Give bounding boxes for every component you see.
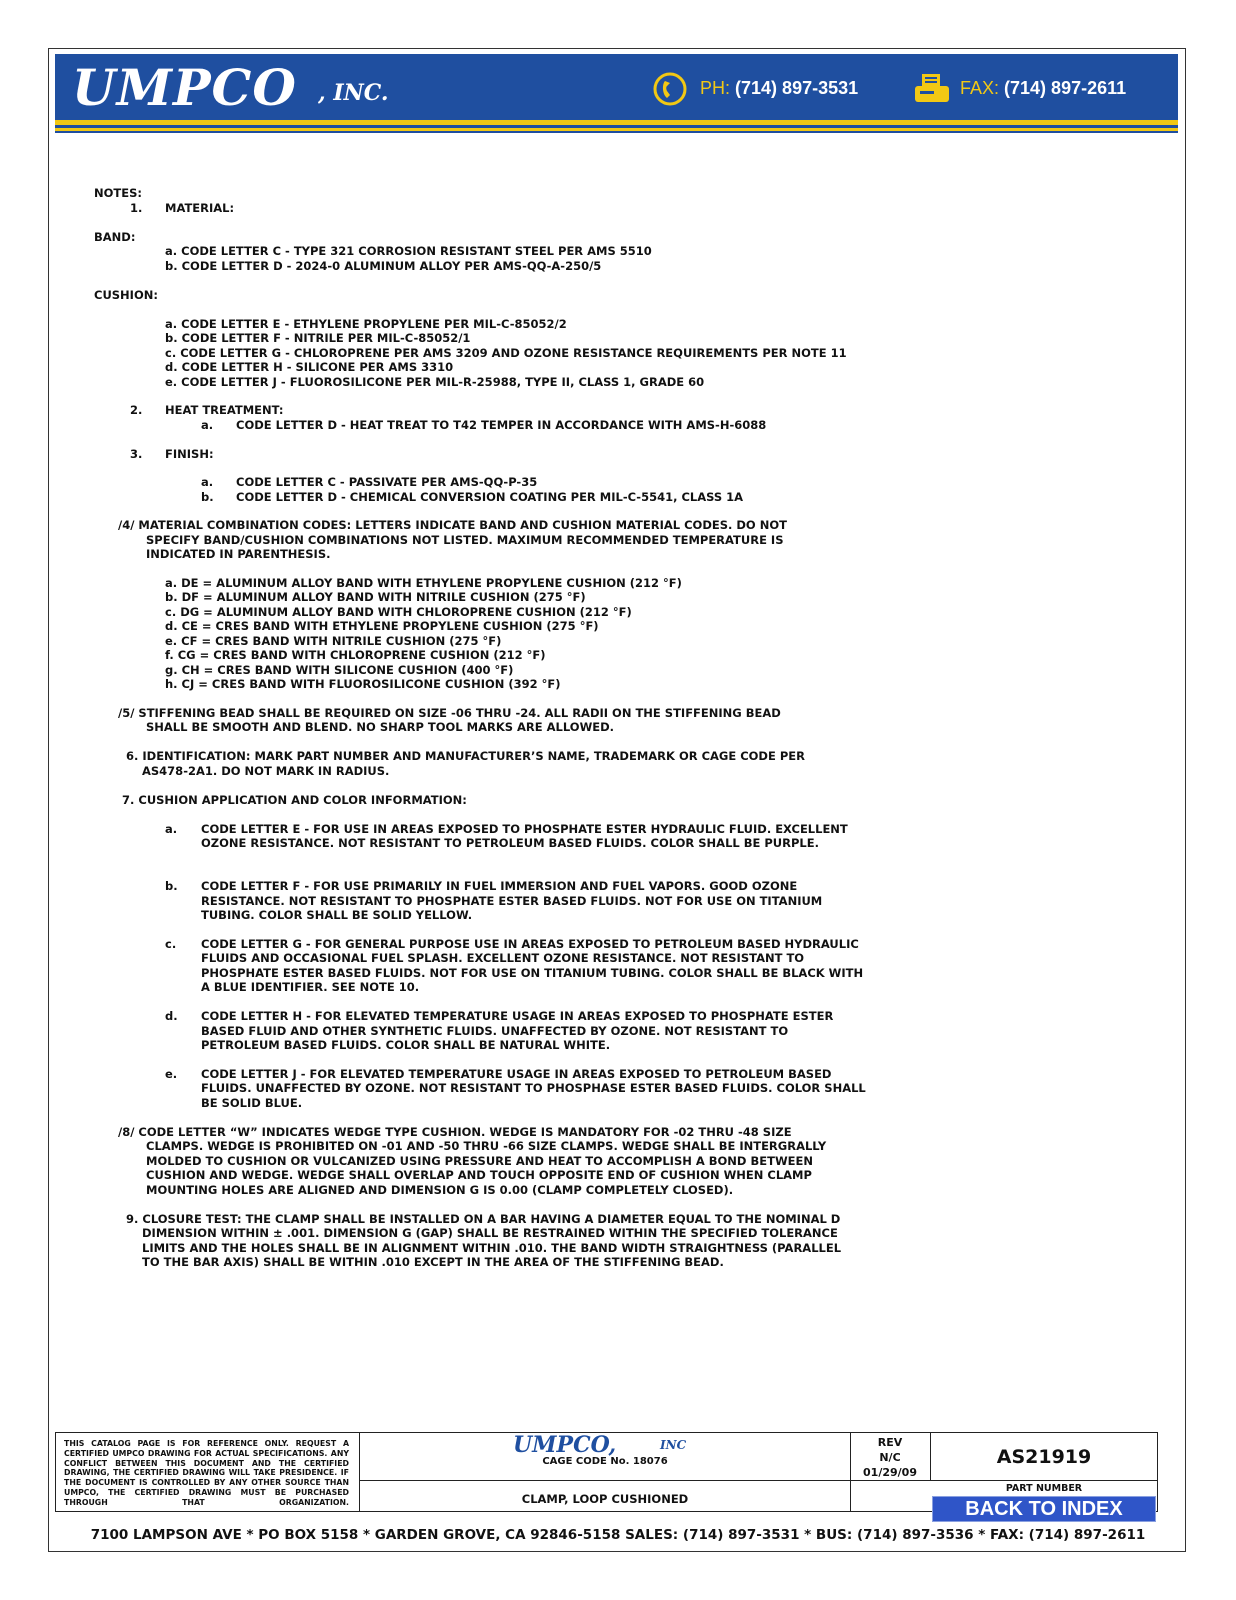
- note-line: SPECIFY BAND/CUSHION COMBINATIONS NOT LISTED. MAXIMUM RECOMMENDED TEMPERATURE IS: [146, 533, 784, 547]
- note-line: 6. IDENTIFICATION: MARK PART NUMBER AND MANUFACTURER’S NAME, TRADEMARK OR CAGE CODE PER: [126, 749, 805, 763]
- note-number: 3.: [130, 447, 143, 461]
- company-logo-suffix: , INC.: [318, 80, 389, 106]
- note-line: CODE LETTER H - FOR ELEVATED TEMPERATURE USAGE IN AREAS EXPOSED TO PHOSPHATE ESTER: [201, 1009, 834, 1023]
- note-line: SHALL BE SMOOTH AND BLEND. NO SHARP TOOL MARKS ARE ALLOWED.: [146, 720, 615, 734]
- note-line: BASED FLUID AND OTHER SYNTHETIC FLUIDS. UNAFFECTED BY OZONE. NOT RESISTANT TO: [201, 1024, 789, 1038]
- note-line: /4/ MATERIAL COMBINATION CODES: LETTERS INDICATE BAND AND CUSHION MATERIAL CODES. DO NOT: [118, 518, 787, 532]
- list-letter: c.: [165, 937, 177, 951]
- note-line: DIMENSION WITHIN ± .001. DIMENSION G (GAP) SHALL BE RESTRAINED WITHIN THE SPECIFIED TOLERANCE: [142, 1226, 838, 1240]
- note-line: FLUIDS AND OCCASIONAL FUEL SPLASH. EXCELLENT OZONE RESISTANCE. NOT RESISTANT TO: [201, 951, 805, 965]
- note-line: /8/ CODE LETTER “W” INDICATES WEDGE TYPE CUSHION. WEDGE IS MANDATORY FOR -02 THRU -48 SIZE: [118, 1125, 792, 1139]
- part-description: CLAMP, LOOP CUSHIONED: [521, 1492, 689, 1506]
- list-letter: b.: [165, 879, 178, 893]
- phone-label: PH:: [700, 78, 731, 98]
- list-item: a. CODE LETTER C - TYPE 321 CORROSION RESISTANT STEEL PER AMS 5510: [165, 244, 652, 258]
- list-item: b. DF = ALUMINUM ALLOY BAND WITH NITRILE CUSHION (275 °F): [165, 590, 586, 604]
- note-line: BE SOLID BLUE.: [201, 1096, 303, 1110]
- list-letter: b.: [201, 490, 214, 504]
- list-item: b. CODE LETTER F - NITRILE PER MIL-C-85052/1: [165, 331, 471, 345]
- note-line: MOLDED TO CUSHION OR VULCANIZED USING PRESSURE AND HEAT TO ACCOMPLISH A BOND BETWEEN: [146, 1154, 813, 1168]
- list-letter: d.: [165, 1009, 178, 1023]
- list-item: CODE LETTER D - HEAT TREAT TO T42 TEMPER IN ACCORDANCE WITH AMS-H-6088: [236, 418, 767, 432]
- note-line: CODE LETTER E - FOR USE IN AREAS EXPOSED TO PHOSPHATE ESTER HYDRAULIC FLUID. EXCELLENT: [201, 822, 848, 836]
- cage-code: CAGE CODE No. 18076: [542, 1456, 668, 1467]
- note-line: CODE LETTER J - FOR ELEVATED TEMPERATURE USAGE IN AREAS EXPOSED TO PETROLEUM BASED: [201, 1067, 832, 1081]
- note-line: FLUIDS. UNAFFECTED BY OZONE. NOT RESISTANT TO PHOSPHASE ESTER BASED FLUIDS. COLOR SHALL: [201, 1081, 866, 1095]
- note-line: TO THE BAR AXIS) SHALL BE WITHIN .010 EXCEPT IN THE AREA OF THE STIFFENING BEAD.: [142, 1255, 724, 1269]
- fax-icon: [913, 72, 951, 108]
- rev-label: REV: [877, 1436, 903, 1449]
- note-number: 1.: [130, 201, 143, 215]
- phone-icon: [653, 72, 687, 110]
- header-stripe: [55, 131, 1178, 133]
- note-line: CODE LETTER F - FOR USE PRIMARILY IN FUEL IMMERSION AND FUEL VAPORS. GOOD OZONE: [201, 879, 798, 893]
- list-item: a. CODE LETTER E - ETHYLENE PROPYLENE PER MIL-C-85052/2: [165, 317, 567, 331]
- part-number-label: PART NUMBER: [1005, 1483, 1083, 1494]
- note-line: PETROLEUM BASED FLUIDS. COLOR SHALL BE NATURAL WHITE.: [201, 1038, 611, 1052]
- list-item: g. CH = CRES BAND WITH SILICONE CUSHION (400 °F): [165, 663, 514, 677]
- fax-label: FAX:: [960, 78, 1000, 98]
- note-line: LIMITS AND THE HOLES SHALL BE IN ALIGNMENT WITHIN .010. THE BAND WIDTH STRAIGHTNESS (PARALLEL: [142, 1241, 842, 1255]
- list-item: c. DG = ALUMINUM ALLOY BAND WITH CHLOROPRENE CUSHION (212 °F): [165, 605, 632, 619]
- list-item: b. CODE LETTER D - 2024-0 ALUMINUM ALLOY PER AMS-QQ-A-250/5: [165, 259, 602, 273]
- note-line: OZONE RESISTANCE. NOT RESISTANT TO PETROLEUM BASED FLUIDS. COLOR SHALL BE PURPLE.: [201, 836, 819, 850]
- list-item: e. CODE LETTER J - FLUOROSILICONE PER MIL-R-25988, TYPE II, CLASS 1, GRADE 60: [165, 375, 705, 389]
- back-to-index-button[interactable]: BACK TO INDEX: [932, 1496, 1156, 1522]
- note-line: INDICATED IN PARENTHESIS.: [146, 547, 331, 561]
- cushion-heading: CUSHION:: [94, 288, 158, 302]
- list-letter: a.: [201, 418, 214, 432]
- list-item: a. DE = ALUMINUM ALLOY BAND WITH ETHYLENE PROPYLENE CUSHION (212 °F): [165, 576, 682, 590]
- list-item: d. CODE LETTER H - SILICONE PER AMS 3310: [165, 360, 454, 374]
- list-item: CODE LETTER D - CHEMICAL CONVERSION COATING PER MIL-C-5541, CLASS 1A: [236, 490, 744, 504]
- note-line: A BLUE IDENTIFIER. SEE NOTE 10.: [201, 980, 420, 994]
- note-title: FINISH:: [165, 447, 214, 461]
- list-letter: a.: [165, 822, 178, 836]
- note-line: 9. CLOSURE TEST: THE CLAMP SHALL BE INSTALLED ON A BAR HAVING A DIAMETER EQUAL TO THE NOMINAL D: [126, 1212, 841, 1226]
- list-item: h. CJ = CRES BAND WITH FLUOROSILICONE CUSHION (392 °F): [165, 677, 561, 691]
- note-line: AS478-2A1. DO NOT MARK IN RADIUS.: [142, 764, 390, 778]
- list-letter: a.: [201, 475, 214, 489]
- note-line: RESISTANCE. NOT RESISTANT TO PHOSPHATE ESTER BASED FLUIDS. NOT FOR USE ON TITANIUM: [201, 894, 823, 908]
- list-item: d. CE = CRES BAND WITH ETHYLENE PROPYLENE CUSHION (275 °F): [165, 619, 599, 633]
- list-item: e. CF = CRES BAND WITH NITRILE CUSHION (275 °F): [165, 634, 502, 648]
- note-line: PHOSPHATE ESTER BASED FLUIDS. NOT FOR USE ON TITANIUM TUBING. COLOR SHALL BE BLACK WITH: [201, 966, 864, 980]
- rev-value: N/C: [879, 1451, 901, 1464]
- company-logo: UMPCO: [72, 58, 297, 117]
- band-heading: BAND:: [94, 230, 136, 244]
- note-number: 2.: [130, 403, 143, 417]
- fax-contact: [960, 78, 1126, 99]
- list-item: c. CODE LETTER G - CHLOROPRENE PER AMS 3209 AND OZONE RESISTANCE REQUIREMENTS PER NOTE 11: [165, 346, 847, 360]
- note-title: HEAT TREATMENT:: [165, 403, 284, 417]
- part-number: AS21919: [996, 1446, 1092, 1468]
- note-title: MATERIAL:: [165, 201, 235, 215]
- list-item: f. CG = CRES BAND WITH CHLOROPRENE CUSHION (212 °F): [165, 648, 546, 662]
- notes-heading: NOTES:: [94, 186, 142, 200]
- note-line: CODE LETTER G - FOR GENERAL PURPOSE USE IN AREAS EXPOSED TO PETROLEUM BASED HYDRAULIC: [201, 937, 859, 951]
- note-title: 7. CUSHION APPLICATION AND COLOR INFORMATION:: [122, 793, 467, 807]
- rev-date: 01/29/09: [863, 1466, 917, 1479]
- footer-address: 7100 LAMPSON AVE * PO BOX 5158 * GARDEN GROVE, CA 92846-5158 SALES: (714) 897-3531 * BUS: (714) 897-3536 * FAX: (714) 897-2611: [90, 1527, 1146, 1543]
- fax-number: (714) 897-2611: [1004, 78, 1127, 98]
- note-line: CUSHION AND WEDGE. WEDGE SHALL OVERLAP AND TOUCH OPPOSITE END OF CUSHION WHEN CLAMP: [146, 1168, 812, 1182]
- disclaimer-text: THIS CATALOG PAGE IS FOR REFERENCE ONLY. REQUEST A CERTIFIED UMPCO DRAWING FOR ACTUAL SPECIFICATIONS. ANY CONFLICT BETWEEN THIS DOCUMENT AND THE CERTIFIED DRAWING, THE CERTIFIED DRAWING WILL TAKE PRESIDENCE. IF THE DOCUMENT IS CONTROLLED BY ANY OTHER SOURCE THAN UMPCO, THE CERTIFIED DRAWING MUST BE PURCHASED THROUGH THAT ORGANIZATION.: [64, 1439, 349, 1507]
- note-line: MOUNTING HOLES ARE ALIGNED AND DIMENSION G IS 0.00 (CLAMP COMPLETELY CLOSED).: [146, 1183, 734, 1197]
- title-block-logo: UMPCO,: [513, 1432, 617, 1458]
- phone-number: (714) 897-3531: [735, 78, 859, 98]
- note-line: TUBING. COLOR SHALL BE SOLID YELLOW.: [201, 908, 473, 922]
- note-line: /5/ STIFFENING BEAD SHALL BE REQUIRED ON SIZE -06 THRU -24. ALL RADII ON THE STIFFENING BEAD: [118, 706, 781, 720]
- list-letter: e.: [165, 1067, 178, 1081]
- phone-contact: [700, 78, 858, 99]
- note-line: CLAMPS. WEDGE IS PROHIBITED ON -01 AND -50 THRU -66 SIZE CLAMPS. WEDGE SHALL BE INTERGRALLY: [146, 1139, 827, 1153]
- list-item: CODE LETTER C - PASSIVATE PER AMS-QQ-P-35: [236, 475, 538, 489]
- title-block-logo-suffix: INC: [660, 1438, 687, 1452]
